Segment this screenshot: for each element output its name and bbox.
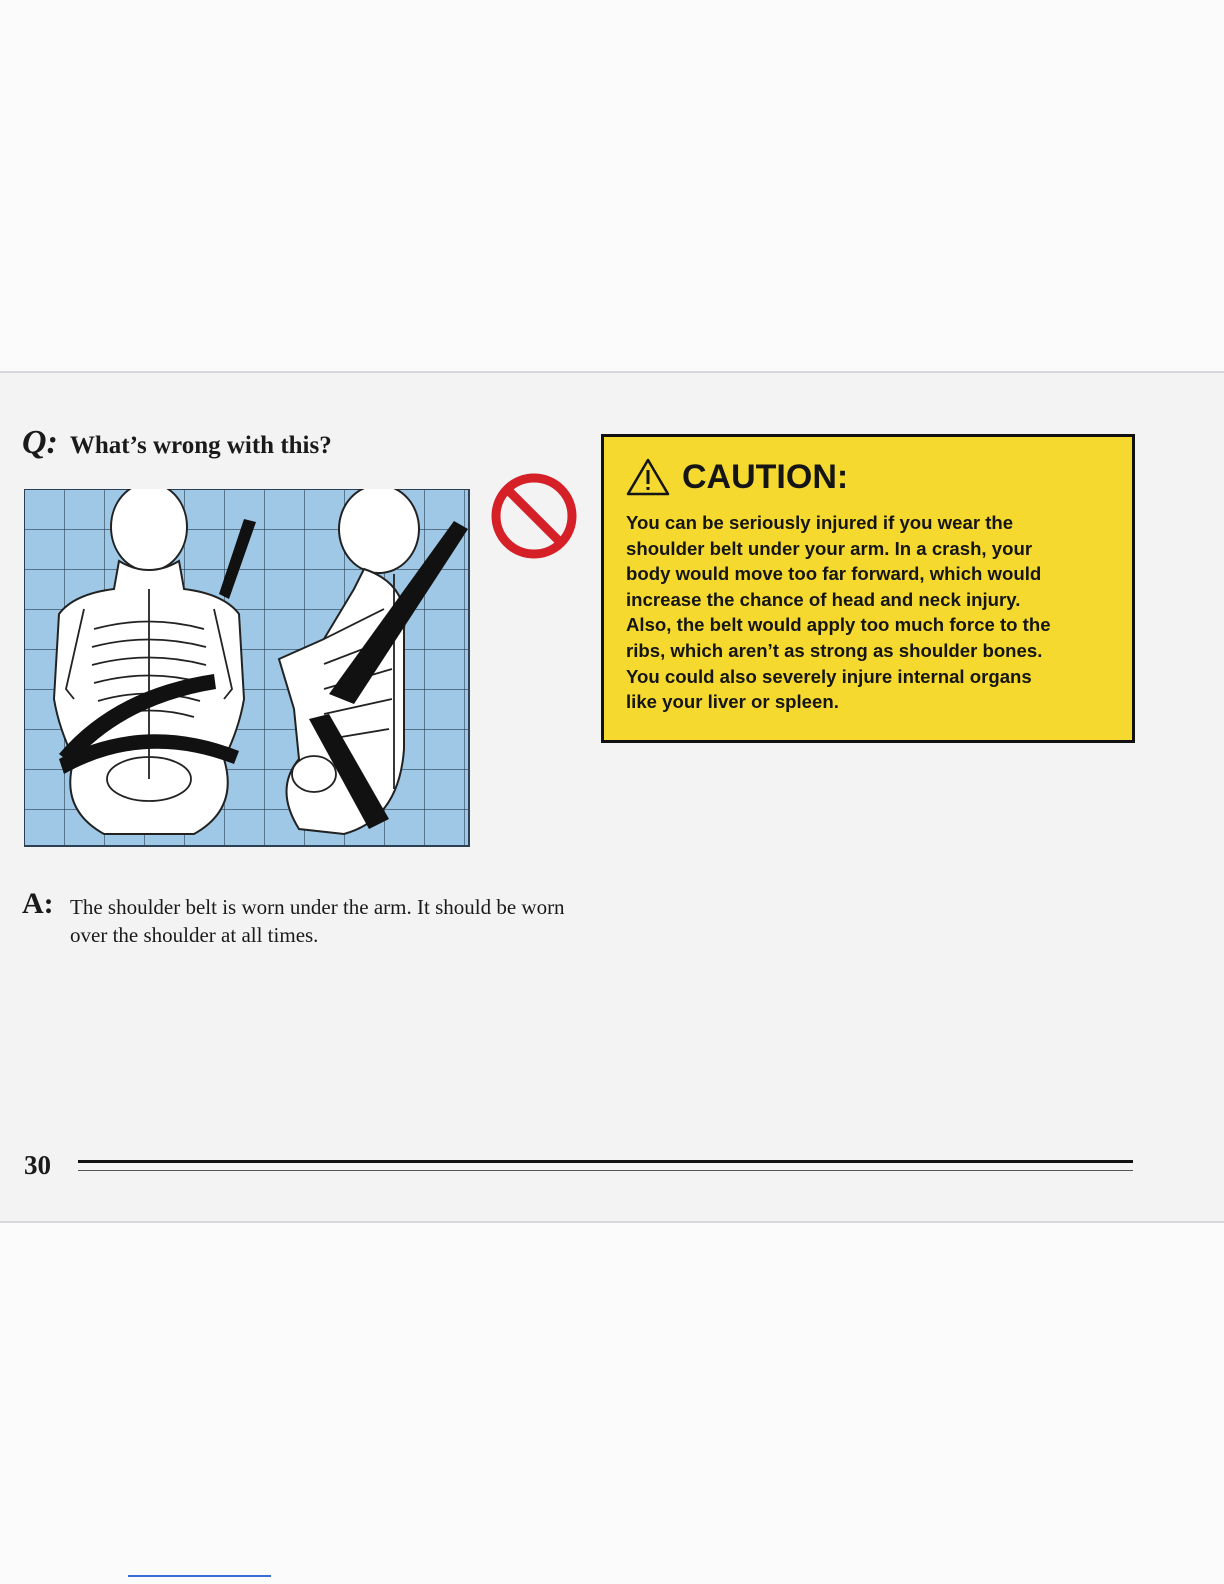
question bbox=[22, 424, 332, 462]
footer-rule bbox=[78, 1160, 1133, 1163]
answer-marker: A: bbox=[22, 887, 54, 920]
question-text: What’s wrong with this? bbox=[69, 432, 332, 459]
caution-text: You can be seriously injured if you wear the shoulder belt under your arm. In a crash, your body would move too far forward, which would increase the chance of head and neck injury. Also, the belt would apply too much force to the ribs, which aren’t as strong as shoulder bones. You could also severely injure internal organs like your liver or spleen. bbox=[626, 512, 1051, 713]
bottom-accent-line bbox=[128, 1575, 271, 1577]
footer-rule-thin bbox=[78, 1170, 1133, 1171]
page-number: 30 bbox=[24, 1150, 51, 1180]
caution-title: CAUTION: bbox=[682, 457, 849, 496]
answer-text: The shoulder belt is worn under the arm. It should be worn over the shoulder at all times. bbox=[70, 895, 565, 947]
question-marker: Q: bbox=[22, 424, 58, 461]
answer bbox=[22, 887, 582, 949]
seat-belt-illustration bbox=[24, 489, 473, 850]
no-symbol-icon bbox=[489, 471, 579, 561]
caution-header bbox=[626, 457, 1108, 497]
caution-box bbox=[601, 434, 1135, 743]
warning-triangle-icon bbox=[626, 457, 670, 497]
